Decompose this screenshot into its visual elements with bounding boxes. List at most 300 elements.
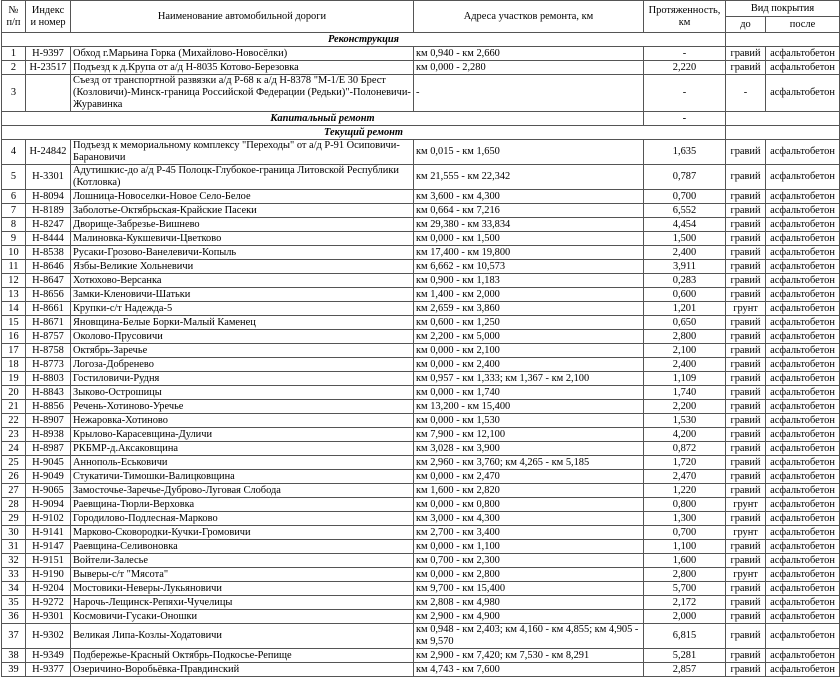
- row-length: 2,857: [644, 663, 726, 677]
- row-surface-after: асфальтобетон: [766, 358, 840, 372]
- row-length: 1,300: [644, 512, 726, 526]
- row-surface-before: гравий: [726, 274, 766, 288]
- row-length: 0,700: [644, 526, 726, 540]
- table-row: [2, 596, 840, 610]
- row-index: Н-9065: [26, 484, 71, 498]
- row-index: Н-24842: [26, 140, 71, 165]
- row-index: Н-8538: [26, 246, 71, 260]
- header-index: Индекс и номер: [26, 1, 71, 33]
- row-surface-after: асфальтобетон: [766, 260, 840, 274]
- row-address: км 0,664 - км 7,216: [414, 204, 644, 218]
- header-surface-after: после: [766, 17, 840, 33]
- table-row: [2, 246, 840, 260]
- header-road-name: Наименование автомобильной дороги: [71, 1, 414, 33]
- row-road-name: Октябрь-Заречье: [71, 344, 414, 358]
- row-address: км 0,600 - км 1,250: [414, 316, 644, 330]
- row-number: 32: [2, 554, 26, 568]
- row-index: Н-8843: [26, 386, 71, 400]
- row-index: Н-9302: [26, 624, 71, 649]
- row-road-name: Городилово-Подлесная-Марково: [71, 512, 414, 526]
- table-row: [2, 456, 840, 470]
- row-address: км 1,600 - км 2,820: [414, 484, 644, 498]
- table-row: [2, 316, 840, 330]
- row-surface-after: асфальтобетон: [766, 386, 840, 400]
- row-number: 37: [2, 624, 26, 649]
- section-current-repair: [2, 126, 840, 140]
- row-length: 1,100: [644, 540, 726, 554]
- row-number: 17: [2, 344, 26, 358]
- row-index: Н-8856: [26, 400, 71, 414]
- row-surface-before: гравий: [726, 554, 766, 568]
- row-number: 29: [2, 512, 26, 526]
- row-surface-after: асфальтобетон: [766, 649, 840, 663]
- row-address: км 0,000 - км 0,800: [414, 498, 644, 512]
- row-road-name: Замосточье-Заречье-Дуброво-Луговая Слобода: [71, 484, 414, 498]
- table-row: [2, 288, 840, 302]
- row-address: км 2,659 - км 3,860: [414, 302, 644, 316]
- table-row: [2, 568, 840, 582]
- row-index: Н-3301: [26, 165, 71, 190]
- row-index: Н-23517: [26, 61, 71, 75]
- row-surface-after: асфальтобетон: [766, 204, 840, 218]
- row-surface-before: гравий: [726, 512, 766, 526]
- row-address: км 0,000 - км 1,500: [414, 232, 644, 246]
- table-row: [2, 344, 840, 358]
- row-surface-before: гравий: [726, 649, 766, 663]
- header-length: Протяженность, км: [644, 1, 726, 33]
- row-road-name: Великая Липа-Козлы-Ходатовичи: [71, 624, 414, 649]
- row-road-name: Лошница-Новоселки-Новое Село-Белое: [71, 190, 414, 204]
- row-road-name: Съезд от транспортной развязки а/д Р-68 к а/д Н-8378 "М-1/Е 30 Брест (Козловичи)-Минск-граница Российской Федерации (Редьки)"-Полоневичи-Журавинка: [71, 75, 414, 112]
- row-road-name: Замки-Кленовичи-Шатьки: [71, 288, 414, 302]
- table-row: [2, 414, 840, 428]
- row-length: 0,283: [644, 274, 726, 288]
- row-surface-before: гравий: [726, 140, 766, 165]
- row-length: 0,700: [644, 190, 726, 204]
- row-number: 7: [2, 204, 26, 218]
- row-road-name: Русаки-Грозово-Ванелевичи-Копыль: [71, 246, 414, 260]
- row-index: Н-8907: [26, 414, 71, 428]
- row-surface-before: -: [726, 75, 766, 112]
- row-address: км 1,400 - км 2,000: [414, 288, 644, 302]
- row-number: 33: [2, 568, 26, 582]
- table-row: [2, 232, 840, 246]
- row-index: Н-8656: [26, 288, 71, 302]
- row-surface-after: асфальтобетон: [766, 456, 840, 470]
- section-length: -: [644, 112, 726, 126]
- row-number: 24: [2, 442, 26, 456]
- row-length: 2,400: [644, 246, 726, 260]
- row-surface-before: гравий: [726, 596, 766, 610]
- row-number: 11: [2, 260, 26, 274]
- row-address: км 0,940 - км 2,660: [414, 47, 644, 61]
- row-address: км 0,000 - км 2,400: [414, 358, 644, 372]
- row-surface-after: асфальтобетон: [766, 75, 840, 112]
- row-road-name: Мостовики-Неверы-Лукьяновичи: [71, 582, 414, 596]
- table-row: [2, 526, 840, 540]
- row-index: Н-8773: [26, 358, 71, 372]
- row-road-name: Заболотье-Октябрьская-Крайские Пасеки: [71, 204, 414, 218]
- row-surface-before: гравий: [726, 330, 766, 344]
- row-number: 1: [2, 47, 26, 61]
- row-surface-after: асфальтобетон: [766, 596, 840, 610]
- table-row: [2, 512, 840, 526]
- row-address: км 9,700 - км 15,400: [414, 582, 644, 596]
- row-surface-before: гравий: [726, 165, 766, 190]
- row-length: 0,872: [644, 442, 726, 456]
- row-address: км 17,400 - км 19,800: [414, 246, 644, 260]
- row-surface-after: асфальтобетон: [766, 61, 840, 75]
- row-number: 3: [2, 75, 26, 112]
- row-road-name: Гостиловичи-Рудня: [71, 372, 414, 386]
- row-road-name: Нарочь-Лещинск-Репяхи-Чучелицы: [71, 596, 414, 610]
- row-surface-before: гравий: [726, 260, 766, 274]
- row-number: 21: [2, 400, 26, 414]
- table-row: [2, 140, 840, 165]
- row-surface-after: асфальтобетон: [766, 400, 840, 414]
- table-row: [2, 484, 840, 498]
- table-row: [2, 663, 840, 677]
- row-index: Н-8671: [26, 316, 71, 330]
- row-surface-before: гравий: [726, 456, 766, 470]
- section-reconstruction: [2, 33, 840, 47]
- row-address: км 0,000 - км 2,800: [414, 568, 644, 582]
- row-surface-before: гравий: [726, 204, 766, 218]
- table-body: [2, 33, 840, 677]
- section-blank: [726, 33, 840, 47]
- row-road-name: Язбы-Великие Хольневичи: [71, 260, 414, 274]
- row-surface-after: асфальтобетон: [766, 610, 840, 624]
- table-row: [2, 47, 840, 61]
- row-surface-before: гравий: [726, 246, 766, 260]
- row-road-name: Выверы-с/т "Мясота": [71, 568, 414, 582]
- row-surface-before: гравий: [726, 624, 766, 649]
- row-number: 34: [2, 582, 26, 596]
- road-repair-table: [1, 0, 840, 677]
- row-length: 1,740: [644, 386, 726, 400]
- row-number: 19: [2, 372, 26, 386]
- table-row: [2, 358, 840, 372]
- row-number: 25: [2, 456, 26, 470]
- table-row: [2, 302, 840, 316]
- row-address: км 0,000 - км 1,100: [414, 540, 644, 554]
- row-index: Н-8646: [26, 260, 71, 274]
- row-road-name: Озеричино-Воробьёвка-Правдинский: [71, 663, 414, 677]
- table-row: [2, 274, 840, 288]
- row-surface-before: гравий: [726, 400, 766, 414]
- row-length: 2,800: [644, 568, 726, 582]
- row-index: Н-9272: [26, 596, 71, 610]
- row-length: 2,000: [644, 610, 726, 624]
- table-row: [2, 400, 840, 414]
- row-index: Н-8803: [26, 372, 71, 386]
- row-surface-after: асфальтобетон: [766, 344, 840, 358]
- row-length: 1,530: [644, 414, 726, 428]
- row-road-name: Яновщина-Белые Борки-Малый Каменец: [71, 316, 414, 330]
- row-address: км 2,808 - км 4,980: [414, 596, 644, 610]
- row-road-name: Подбережье-Красный Октябрь-Подкосье-Репище: [71, 649, 414, 663]
- row-road-name: Раевщина-Селивоновка: [71, 540, 414, 554]
- row-address: км 2,900 - км 7,420; км 7,530 - км 8,291: [414, 649, 644, 663]
- row-address: км 0,957 - км 1,333; км 1,367 - км 2,100: [414, 372, 644, 386]
- row-surface-after: асфальтобетон: [766, 288, 840, 302]
- row-length: 2,400: [644, 358, 726, 372]
- row-length: 4,200: [644, 428, 726, 442]
- row-surface-after: асфальтобетон: [766, 554, 840, 568]
- row-road-name: Раевщина-Тюрли-Верховка: [71, 498, 414, 512]
- row-index: Н-8938: [26, 428, 71, 442]
- row-number: 20: [2, 386, 26, 400]
- row-surface-after: асфальтобетон: [766, 232, 840, 246]
- table-row: [2, 204, 840, 218]
- row-index: Н-9094: [26, 498, 71, 512]
- row-index: Н-9049: [26, 470, 71, 484]
- row-length: 4,454: [644, 218, 726, 232]
- section-capital-repair: [2, 112, 840, 126]
- table-row: [2, 260, 840, 274]
- table-row: [2, 649, 840, 663]
- row-surface-after: асфальтобетон: [766, 582, 840, 596]
- row-surface-after: асфальтобетон: [766, 498, 840, 512]
- row-number: 26: [2, 470, 26, 484]
- row-index: Н-9102: [26, 512, 71, 526]
- row-surface-before: гравий: [726, 316, 766, 330]
- row-index: Н-9204: [26, 582, 71, 596]
- row-surface-before: гравий: [726, 372, 766, 386]
- row-number: 13: [2, 288, 26, 302]
- row-index: Н-8757: [26, 330, 71, 344]
- table-row: [2, 554, 840, 568]
- header-num: № п/п: [2, 1, 26, 33]
- table-row: [2, 498, 840, 512]
- row-surface-before: гравий: [726, 61, 766, 75]
- row-surface-after: асфальтобетон: [766, 442, 840, 456]
- row-number: 35: [2, 596, 26, 610]
- row-address: км 3,000 - км 4,300: [414, 512, 644, 526]
- row-number: 31: [2, 540, 26, 554]
- row-road-name: Околово-Прусовичи: [71, 330, 414, 344]
- header-address: Адреса участков ремонта, км: [414, 1, 644, 33]
- row-length: 5,281: [644, 649, 726, 663]
- row-length: 0,800: [644, 498, 726, 512]
- row-address: км 3,028 - км 3,900: [414, 442, 644, 456]
- row-index: Н-9045: [26, 456, 71, 470]
- row-address: -: [414, 75, 644, 112]
- row-index: Н-9397: [26, 47, 71, 61]
- row-road-name: Подъезд к д.Крупа от а/д Н-8035 Котово-Березовка: [71, 61, 414, 75]
- row-length: 1,109: [644, 372, 726, 386]
- row-surface-before: гравий: [726, 414, 766, 428]
- row-surface-after: асфальтобетон: [766, 140, 840, 165]
- row-surface-after: асфальтобетон: [766, 372, 840, 386]
- row-road-name: Хотюхово-Версанка: [71, 274, 414, 288]
- row-surface-after: асфальтобетон: [766, 274, 840, 288]
- row-surface-before: гравий: [726, 386, 766, 400]
- section-title: Капитальный ремонт: [2, 112, 644, 126]
- row-address: км 0,000 - км 2,100: [414, 344, 644, 358]
- header-surface: Вид покрытия: [726, 1, 840, 17]
- row-address: км 2,960 - км 3,760; км 4,265 - км 5,185: [414, 456, 644, 470]
- row-surface-before: гравий: [726, 610, 766, 624]
- row-address: км 0,000 - км 1,530: [414, 414, 644, 428]
- row-road-name: Обход г.Марьина Горка (Михайлово-Новосёлки): [71, 47, 414, 61]
- row-number: 12: [2, 274, 26, 288]
- row-address: км 13,200 - км 15,400: [414, 400, 644, 414]
- section-title: Текущий ремонт: [2, 126, 726, 140]
- row-surface-after: асфальтобетон: [766, 484, 840, 498]
- row-surface-after: асфальтобетон: [766, 624, 840, 649]
- row-address: км 7,900 - км 12,100: [414, 428, 644, 442]
- row-index: Н-8444: [26, 232, 71, 246]
- row-number: 36: [2, 610, 26, 624]
- row-surface-before: гравий: [726, 484, 766, 498]
- row-length: 1,500: [644, 232, 726, 246]
- row-number: 23: [2, 428, 26, 442]
- row-surface-before: грунт: [726, 302, 766, 316]
- row-number: 27: [2, 484, 26, 498]
- row-address: км 0,000 - км 2,470: [414, 470, 644, 484]
- row-length: 2,470: [644, 470, 726, 484]
- row-address: км 4,743 - км 7,600: [414, 663, 644, 677]
- row-address: км 0,000 - км 1,740: [414, 386, 644, 400]
- row-index: Н-9377: [26, 663, 71, 677]
- row-length: 6,815: [644, 624, 726, 649]
- row-surface-after: асфальтобетон: [766, 512, 840, 526]
- row-address: км 0,900 - км 1,183: [414, 274, 644, 288]
- row-length: 1,220: [644, 484, 726, 498]
- row-surface-before: гравий: [726, 663, 766, 677]
- row-number: 8: [2, 218, 26, 232]
- row-length: -: [644, 47, 726, 61]
- row-address: км 21,555 - км 22,342: [414, 165, 644, 190]
- table-row: [2, 190, 840, 204]
- row-road-name: Адутишкис-до а/д Р-45 Полоцк-Глубокое-граница Литовской Республики (Котловка): [71, 165, 414, 190]
- row-number: 15: [2, 316, 26, 330]
- row-surface-before: грунт: [726, 568, 766, 582]
- row-surface-before: гравий: [726, 232, 766, 246]
- row-number: 4: [2, 140, 26, 165]
- row-index: Н-9301: [26, 610, 71, 624]
- row-number: 2: [2, 61, 26, 75]
- row-index: Н-9349: [26, 649, 71, 663]
- section-title: Реконструкция: [2, 33, 726, 47]
- row-surface-after: асфальтобетон: [766, 190, 840, 204]
- row-length: 3,911: [644, 260, 726, 274]
- row-road-name: Крупки-с/т Надежда-5: [71, 302, 414, 316]
- row-index: Н-8189: [26, 204, 71, 218]
- row-road-name: Зыково-Острошицы: [71, 386, 414, 400]
- row-number: 16: [2, 330, 26, 344]
- row-index: Н-8647: [26, 274, 71, 288]
- row-length: 0,787: [644, 165, 726, 190]
- row-length: 2,220: [644, 61, 726, 75]
- row-index: Н-8758: [26, 344, 71, 358]
- row-number: 28: [2, 498, 26, 512]
- row-surface-after: асфальтобетон: [766, 540, 840, 554]
- row-surface-after: асфальтобетон: [766, 526, 840, 540]
- row-surface-after: асфальтобетон: [766, 47, 840, 61]
- row-road-name: РКБМР-д.Аксаковщина: [71, 442, 414, 456]
- row-index: Н-8247: [26, 218, 71, 232]
- row-surface-after: асфальтобетон: [766, 568, 840, 582]
- row-surface-before: гравий: [726, 470, 766, 484]
- row-number: 14: [2, 302, 26, 316]
- row-road-name: Стукатичи-Тимошки-Валицковщина: [71, 470, 414, 484]
- row-number: 18: [2, 358, 26, 372]
- row-surface-before: гравий: [726, 442, 766, 456]
- row-surface-before: гравий: [726, 540, 766, 554]
- row-length: 2,172: [644, 596, 726, 610]
- table-row: [2, 582, 840, 596]
- table-row: [2, 540, 840, 554]
- row-address: км 2,200 - км 5,000: [414, 330, 644, 344]
- row-length: 1,201: [644, 302, 726, 316]
- row-surface-after: асфальтобетон: [766, 218, 840, 232]
- table-row: [2, 442, 840, 456]
- row-surface-after: асфальтобетон: [766, 470, 840, 484]
- row-road-name: Малиновка-Кукшевичи-Цветково: [71, 232, 414, 246]
- section-blank: [726, 112, 840, 126]
- row-surface-after: асфальтобетон: [766, 663, 840, 677]
- row-surface-before: гравий: [726, 428, 766, 442]
- row-index: Н-9151: [26, 554, 71, 568]
- row-road-name: Подъезд к мемориальному комплексу "Переходы" от а/д Р-91 Осиповичи-Барановичи: [71, 140, 414, 165]
- row-length: -: [644, 75, 726, 112]
- table-row: [2, 624, 840, 649]
- row-road-name: Марково-Сковородки-Кучки-Громовичи: [71, 526, 414, 540]
- row-number: 39: [2, 663, 26, 677]
- row-surface-before: гравий: [726, 47, 766, 61]
- row-index: Н-8987: [26, 442, 71, 456]
- row-road-name: Войтели-Залесье: [71, 554, 414, 568]
- row-road-name: Крылово-Карасевщина-Дуличи: [71, 428, 414, 442]
- row-address: км 0,000 - 2,280: [414, 61, 644, 75]
- table-row: [2, 610, 840, 624]
- table-row: [2, 372, 840, 386]
- row-length: 0,650: [644, 316, 726, 330]
- row-address: км 3,600 - км 4,300: [414, 190, 644, 204]
- table-row: [2, 330, 840, 344]
- row-number: 30: [2, 526, 26, 540]
- row-address: км 29,380 - км 33,834: [414, 218, 644, 232]
- row-length: 1,600: [644, 554, 726, 568]
- row-number: 10: [2, 246, 26, 260]
- row-surface-before: гравий: [726, 582, 766, 596]
- row-address: км 2,900 - км 4,900: [414, 610, 644, 624]
- row-length: 2,200: [644, 400, 726, 414]
- row-number: 9: [2, 232, 26, 246]
- row-surface-before: гравий: [726, 288, 766, 302]
- row-index: Н-8661: [26, 302, 71, 316]
- row-address: км 6,662 - км 10,573: [414, 260, 644, 274]
- row-number: 6: [2, 190, 26, 204]
- row-length: 2,100: [644, 344, 726, 358]
- row-surface-after: асфальтобетон: [766, 414, 840, 428]
- row-surface-after: асфальтобетон: [766, 316, 840, 330]
- row-surface-before: гравий: [726, 358, 766, 372]
- row-surface-before: гравий: [726, 344, 766, 358]
- row-surface-before: гравий: [726, 190, 766, 204]
- row-address: км 0,015 - км 1,650: [414, 140, 644, 165]
- row-surface-after: асфальтобетон: [766, 246, 840, 260]
- row-length: 1,720: [644, 456, 726, 470]
- row-road-name: Дворище-Забрезье-Вишнево: [71, 218, 414, 232]
- row-surface-before: грунт: [726, 526, 766, 540]
- row-surface-before: гравий: [726, 218, 766, 232]
- row-road-name: Речень-Хотиново-Уречье: [71, 400, 414, 414]
- row-length: 6,552: [644, 204, 726, 218]
- row-address: км 0,948 - км 2,403; км 4,160 - км 4,855; км 4,905 - км 9,570: [414, 624, 644, 649]
